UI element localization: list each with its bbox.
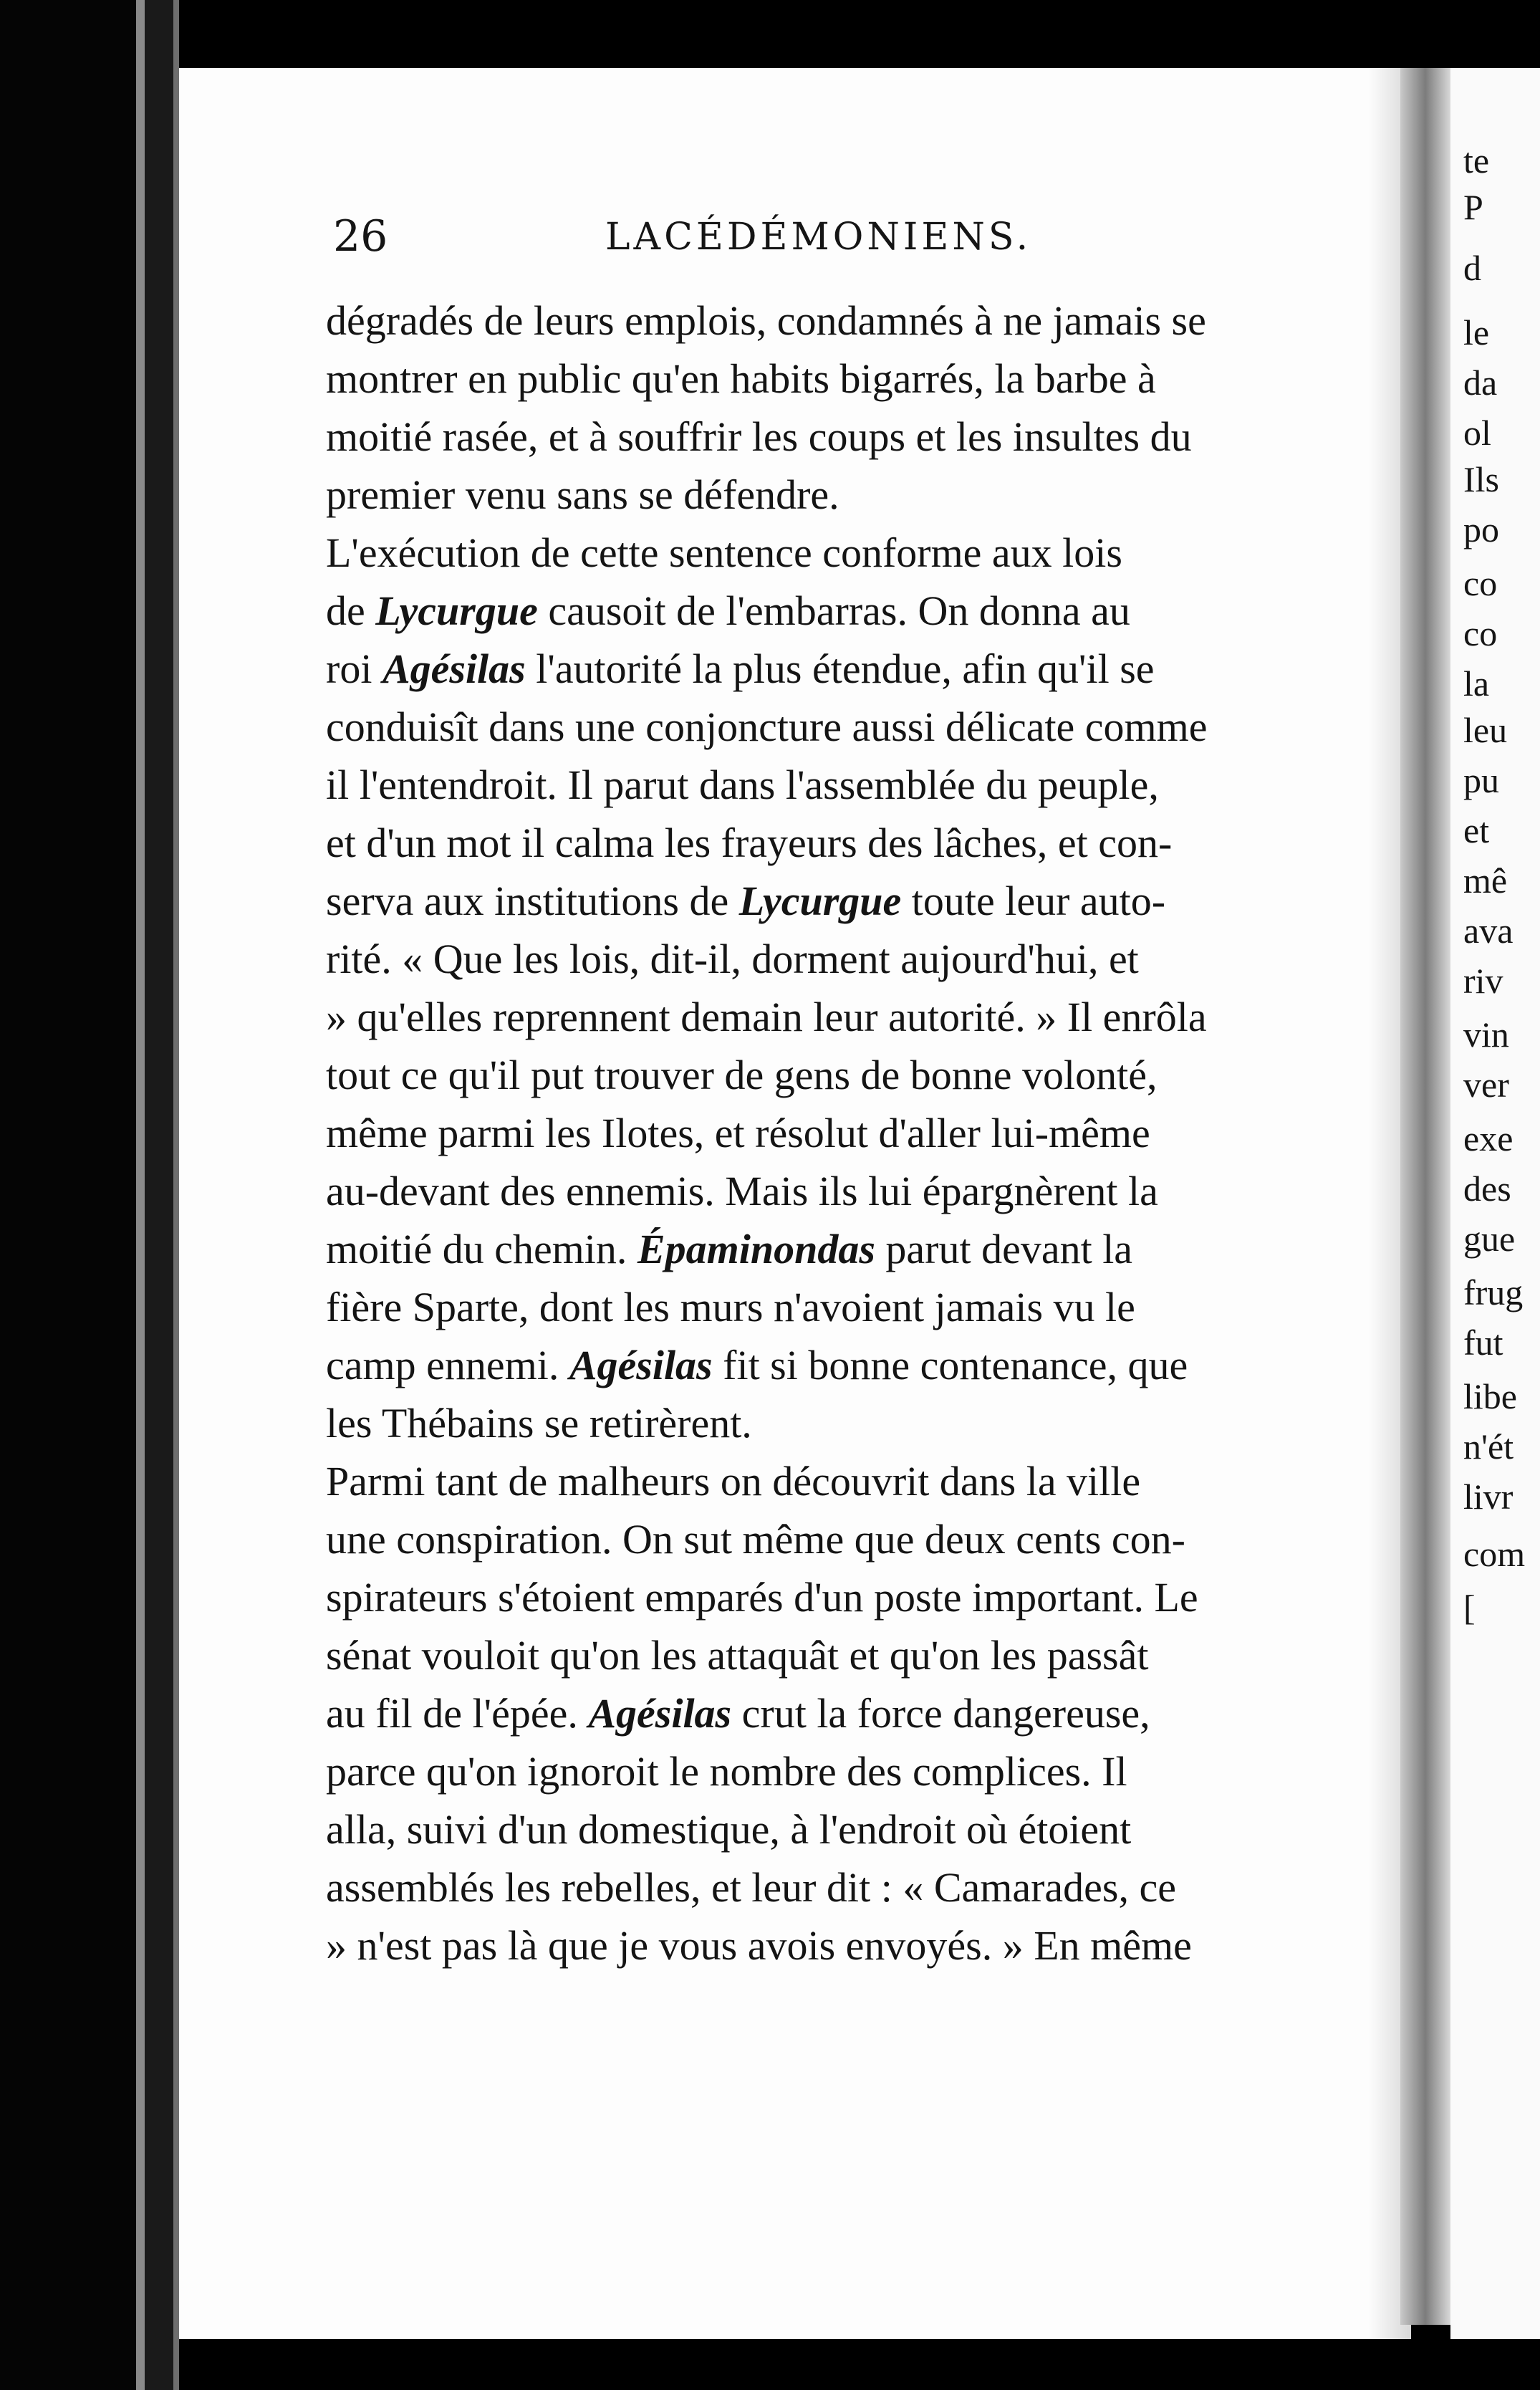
text-run: L'exécution de cette sentence conforme aux lois: [326, 529, 1122, 576]
text-run: fière Sparte, dont les murs n'avoient jamais vu le: [326, 1284, 1135, 1330]
next-page-text: P: [1463, 187, 1483, 227]
scan-border-stripe-inner: [173, 0, 179, 2390]
next-page-text: le: [1463, 312, 1490, 352]
scan-border-stripe: [136, 0, 145, 2390]
text-line: [326, 756, 1329, 814]
text-run: au-devant des ennemis. Mais ils lui épargnèrent la: [326, 1168, 1158, 1214]
next-page-text: mê: [1463, 860, 1508, 901]
next-page-text: te: [1463, 140, 1490, 181]
text-run: moitié du chemin.: [326, 1226, 637, 1272]
text-run: camp ennemi.: [326, 1342, 569, 1388]
page-number: 26: [333, 211, 388, 261]
text-run: et d'un mot il calma les frayeurs des lâches, et con-: [326, 820, 1173, 866]
italic-name: Agésilas: [382, 646, 526, 692]
italic-name: Lycurgue: [738, 878, 902, 924]
text-line: [326, 1800, 1329, 1858]
text-run: spirateurs s'étoient emparés d'un poste important. Le: [326, 1574, 1198, 1621]
running-head: LACÉDÉMONIENS.: [605, 216, 1032, 259]
text-run: Parmi tant de malheurs on découvrit dans la ville: [326, 1458, 1141, 1504]
text-run: assemblés les rebelles, et leur dit : « Camarades, ce: [326, 1864, 1176, 1911]
next-page-text: po: [1463, 509, 1499, 549]
next-page-text: frug: [1463, 1272, 1524, 1312]
next-page-text: livr: [1463, 1477, 1513, 1517]
text-line: [326, 524, 1329, 582]
next-page-text: gue: [1463, 1219, 1516, 1259]
text-run: » qu'elles reprennent demain leur autorité. » Il enrôla: [326, 994, 1207, 1040]
body-text: [326, 292, 1329, 1974]
text-run: serva aux institutions de: [326, 878, 739, 924]
next-page-text: vin: [1463, 1014, 1509, 1055]
text-run: tout ce qu'il put trouver de gens de bonne volonté,: [326, 1052, 1158, 1098]
text-run: de: [326, 587, 376, 634]
next-page-text: ver: [1463, 1065, 1509, 1105]
text-line: [326, 582, 1329, 640]
text-line: [326, 1742, 1329, 1800]
next-page-text: [: [1463, 1588, 1476, 1628]
text-run: parut devant la: [875, 1226, 1133, 1272]
next-page-text: leu: [1463, 710, 1508, 750]
italic-name: Agésilas: [588, 1690, 732, 1737]
next-page-text: et: [1463, 810, 1490, 850]
next-page-fragment: [1450, 68, 1540, 2339]
text-run: fit si bonne contenance, que: [712, 1342, 1188, 1388]
next-page-text: pu: [1463, 760, 1499, 800]
scan-border-left: [0, 0, 136, 2390]
text-line: [326, 872, 1329, 930]
text-line: [326, 698, 1329, 756]
text-run: il l'entendroit. Il parut dans l'assemblée du peuple,: [326, 762, 1159, 808]
text-line: [326, 1278, 1329, 1336]
next-page-text: ol: [1463, 413, 1491, 453]
text-run: les Thébains se retirèrent.: [326, 1400, 752, 1446]
text-line: [326, 1162, 1329, 1220]
next-page-text: n'ét: [1463, 1426, 1514, 1467]
next-page-text: co: [1463, 563, 1498, 603]
text-run: premier venu sans se défendre.: [326, 471, 839, 518]
text-run: conduisît dans une conjoncture aussi délicate comme: [326, 704, 1208, 750]
book-gutter: [1400, 68, 1450, 2325]
text-run: l'autorité la plus étendue, afin qu'il se: [525, 646, 1155, 692]
text-run: toute leur auto-: [901, 878, 1166, 924]
next-page-text: libe: [1463, 1376, 1517, 1416]
text-line: [326, 1046, 1329, 1104]
next-page-text: riv: [1463, 961, 1503, 1001]
next-page-text: Ils: [1463, 459, 1499, 499]
text-run: crut la force dangereuse,: [731, 1690, 1150, 1737]
text-run: une conspiration. On sut même que deux cents con-: [326, 1516, 1185, 1563]
text-line: [326, 1452, 1329, 1510]
next-page-text: com: [1463, 1534, 1526, 1574]
text-line: [326, 1510, 1329, 1568]
next-page-text: fut: [1463, 1323, 1503, 1363]
text-line: [326, 1916, 1329, 1974]
text-run: même parmi les Ilotes, et résolut d'aller lui-même: [326, 1110, 1150, 1156]
text-line: [326, 408, 1329, 466]
text-line: [326, 466, 1329, 524]
text-run: dégradés de leurs emplois, condamnés à ne jamais se: [326, 297, 1206, 344]
book-page: [179, 68, 1411, 2339]
text-run: causoit de l'embarras. On donna au: [537, 587, 1130, 634]
text-run: » n'est pas là que je vous avois envoyés. » En même: [326, 1922, 1192, 1969]
text-line: [326, 1626, 1329, 1684]
text-line: [326, 1104, 1329, 1162]
page-header: [333, 211, 1322, 290]
text-run: rité. « Que les lois, dit-il, dorment aujourd'hui, et: [326, 936, 1139, 982]
text-line: [326, 1684, 1329, 1742]
scan-border-dark: [145, 0, 173, 2390]
text-run: roi: [326, 646, 382, 692]
next-page-text: d: [1463, 248, 1481, 288]
text-line: [326, 292, 1329, 350]
text-line: [326, 930, 1329, 988]
next-page-text: la: [1463, 663, 1490, 704]
next-page-text: da: [1463, 363, 1498, 403]
text-line: [326, 814, 1329, 872]
italic-name: Épaminondas: [637, 1226, 875, 1272]
text-run: au fil de l'épée.: [326, 1690, 589, 1737]
text-run: montrer en public qu'en habits bigarrés, la barbe à: [326, 355, 1156, 402]
text-line: [326, 988, 1329, 1046]
text-run: sénat vouloit qu'on les attaquât et qu'on les passât: [326, 1632, 1149, 1679]
text-line: [326, 1568, 1329, 1626]
next-page-text: exe: [1463, 1118, 1513, 1158]
next-page-text: des: [1463, 1168, 1511, 1209]
text-line: [326, 1858, 1329, 1916]
italic-name: Agésilas: [569, 1342, 713, 1388]
next-page-text: co: [1463, 613, 1498, 653]
text-run: alla, suivi d'un domestique, à l'endroit où étoient: [326, 1806, 1132, 1853]
next-page-text: ava: [1463, 911, 1513, 951]
text-line: [326, 1220, 1329, 1278]
text-run: parce qu'on ignoroit le nombre des complices. Il: [326, 1748, 1127, 1795]
text-line: [326, 640, 1329, 698]
italic-name: Lycurgue: [375, 587, 538, 634]
text-line: [326, 1336, 1329, 1394]
text-run: moitié rasée, et à souffrir les coups et les insultes du: [326, 413, 1192, 460]
text-line: [326, 350, 1329, 408]
text-line: [326, 1394, 1329, 1452]
